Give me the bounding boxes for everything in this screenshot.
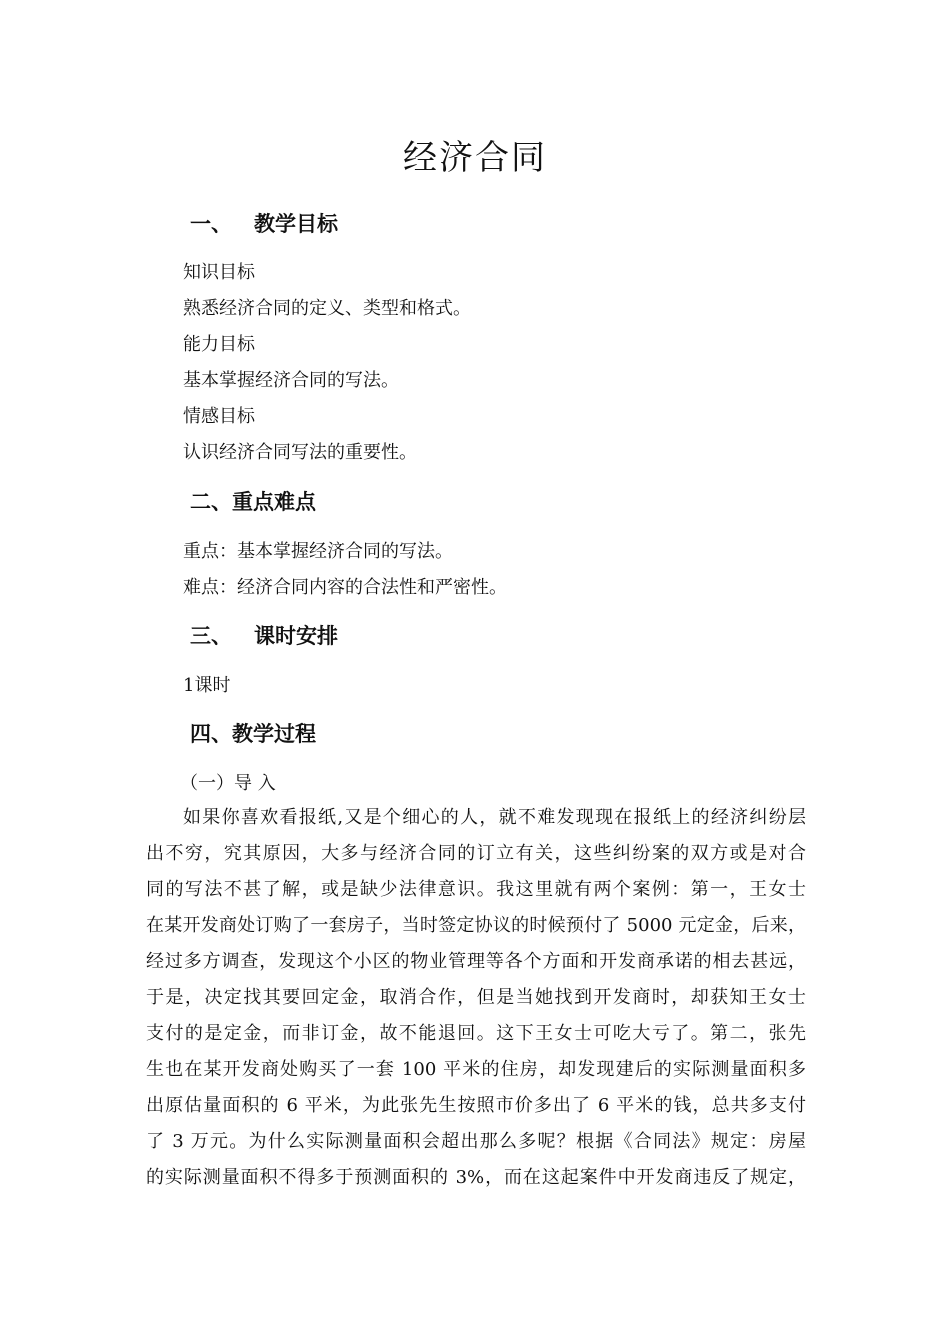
keypoint-line: 重点：基本掌握经济合同的写法。 (183, 541, 453, 562)
paragraph-line: 生也在某开发商处购买了一套 100 平米的住房，却发现建后的实际测量面积多 (146, 1059, 806, 1080)
paragraph-line: 出不穷，究其原因，大多与经济合同的订立有关，这些纠纷案的双方或是对合 (146, 843, 806, 864)
schedule-text: 1课时 (183, 675, 231, 696)
paragraph-line: 出原估量面积的 6 平米，为此张先生按照市价多出了 6 平米的钱，总共多支付 (146, 1095, 806, 1116)
section-heading-goals (190, 208, 338, 238)
subsection-heading: （一）导 入 (180, 773, 276, 794)
goal-line: 熟悉经济合同的定义、类型和格式。 (183, 298, 471, 319)
paragraph-line: 支付的是定金，而非订金，故不能退回。这下王女士可吃大亏了。第二，张先 (146, 1023, 806, 1044)
paragraph-line: 了 3 万元。为什么实际测量面积会超出那么多呢？根据《合同法》规定：房屋 (146, 1131, 806, 1152)
goal-line: 基本掌握经济合同的写法。 (183, 370, 399, 391)
section-number: 三、 (190, 624, 232, 648)
goal-line: 情感目标 (183, 406, 255, 427)
goal-line: 知识目标 (183, 262, 255, 283)
paragraph-line: 经过多方调查，发现这个小区的物业管理等各个方面和开发商承诺的相去甚远， (146, 951, 806, 972)
goal-line: 认识经济合同写法的重要性。 (183, 442, 417, 463)
goal-line: 能力目标 (183, 334, 255, 355)
section-number: 一、 (190, 212, 232, 236)
page-title: 经济合同 (403, 138, 547, 178)
section-heading-schedule (190, 620, 338, 650)
intro-paragraph (146, 800, 806, 1196)
section-label: 教学目标 (254, 212, 338, 236)
section-label: 课时安排 (254, 624, 338, 648)
paragraph-line: 在某开发商处订购了一套房子，当时签定协议的时候预付了 5000 元定金，后来， (146, 915, 806, 936)
keypoint-line: 难点：经济合同内容的合法性和严密性。 (183, 577, 507, 598)
paragraph-line: 同的写法不甚了解，或是缺少法律意识。我这里就有两个案例：第一，王女士 (146, 879, 806, 900)
paragraph-line: 于是，决定找其要回定金，取消合作，但是当她找到开发商时，却获知王女士 (146, 987, 806, 1008)
paragraph-line: 如果你喜欢看报纸,又是个细心的人，就不难发现现在报纸上的经济纠纷层 (183, 807, 806, 828)
section-heading-process: 四、教学过程 (190, 722, 316, 746)
paragraph-line: 的实际测量面积不得多于预测面积的 3%，而在这起案件中开发商违反了规定， (146, 1167, 806, 1188)
section-heading-keypoints: 二、重点难点 (190, 490, 316, 514)
